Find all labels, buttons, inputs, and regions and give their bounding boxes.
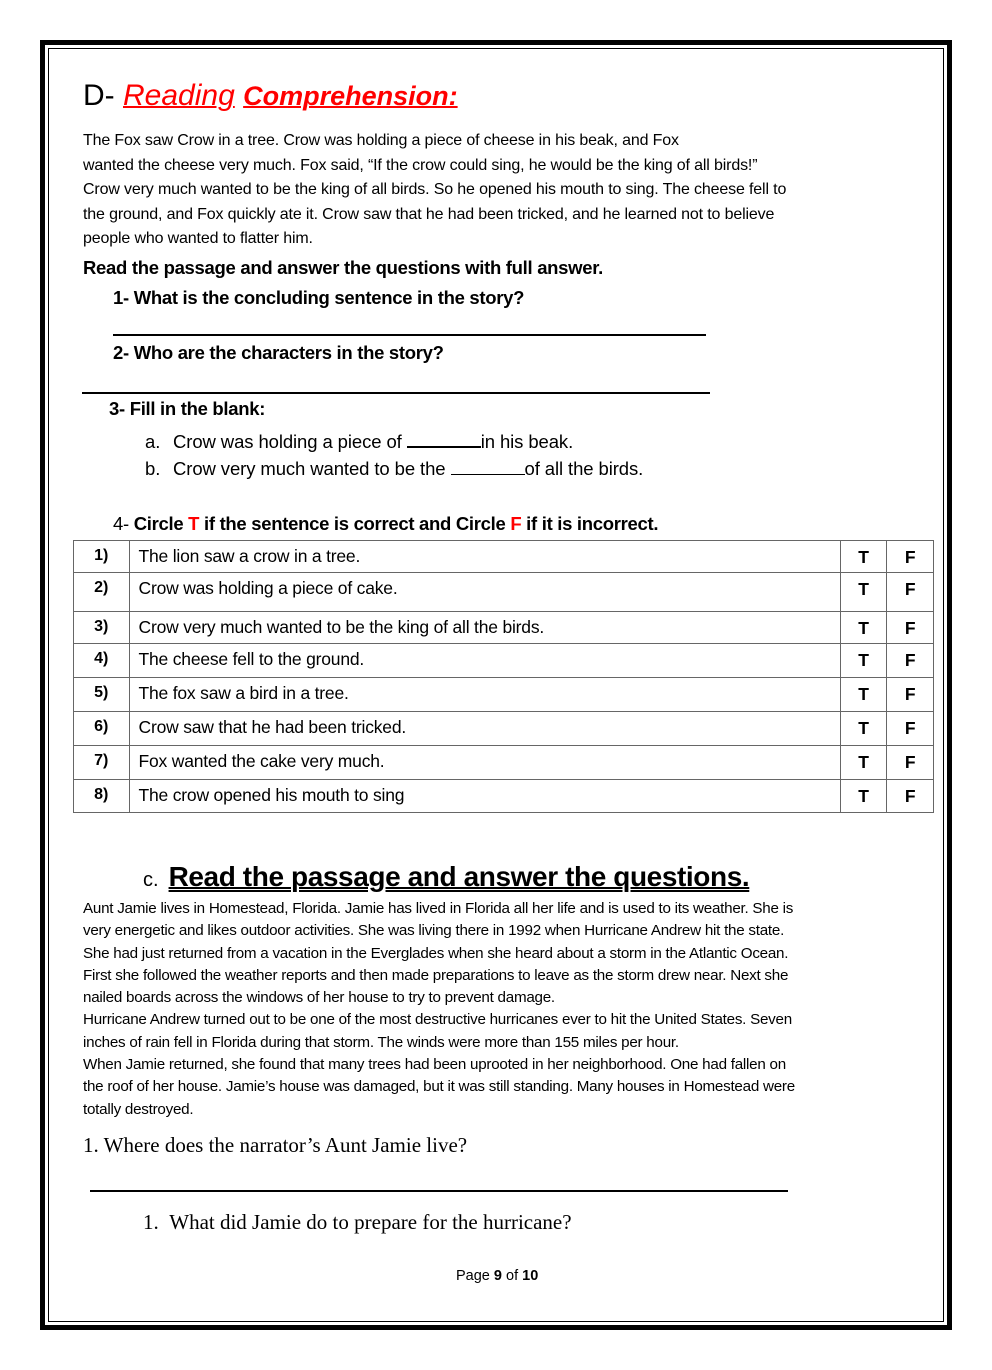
true-option[interactable]: T [840, 573, 887, 612]
table-row [74, 712, 934, 746]
page-footer [456, 1268, 538, 1284]
row-number: 3) [74, 612, 130, 644]
fill-blank-b[interactable] [451, 456, 525, 475]
fill-item-before: Crow very much wanted to be the [173, 458, 451, 479]
row-statement: Fox wanted the cake very much. [129, 746, 840, 780]
section-d-title [83, 78, 458, 114]
fill-item-b [145, 456, 643, 480]
row-statement: The cheese fell to the ground. [129, 644, 840, 678]
passage-line: very energetic and likes outdoor activities. She was living there in 1992 when Hurricane Andrew hit the state. [83, 922, 785, 940]
table-row [74, 541, 934, 573]
row-number: 4) [74, 644, 130, 678]
section-d-title-word1: Reading [123, 79, 235, 112]
true-option[interactable]: T [840, 612, 887, 644]
passage-line: The Fox saw Crow in a tree. Crow was holding a piece of cheese in his beak, and Fox [83, 132, 679, 149]
passage-line: Hurricane Andrew turned out to be one of the most destructive hurricanes ever to hit the United States. Seven [83, 1011, 792, 1029]
true-option[interactable]: T [840, 541, 887, 573]
passage-line: totally destroyed. [83, 1100, 194, 1118]
row-statement: Crow saw that he had been tricked. [129, 712, 840, 746]
current-page: 9 [493, 1268, 502, 1284]
row-number: 2) [74, 573, 130, 612]
answer-line-c-q1[interactable] [90, 1190, 788, 1192]
answer-line-q1[interactable] [113, 334, 706, 336]
true-false-table [73, 540, 934, 813]
table-row [74, 678, 934, 712]
q4-part2: if the sentence is correct and Circle [199, 513, 511, 534]
passage-line: nailed boards across the windows of her house to try to prevent damage. [83, 989, 555, 1007]
fill-item-a [145, 428, 573, 453]
question-marker: 1. [143, 1210, 159, 1234]
page-word: Page [456, 1268, 490, 1284]
table-row [74, 612, 934, 644]
false-option[interactable]: F [887, 712, 934, 746]
passage-line: She had just returned from a vacation in the Everglades when she heard about a storm in the Atlantic Ocean. [83, 944, 789, 962]
passage-line: wanted the cheese very much. Fox said, “If the crow could sing, he would be the king of all birds!” [83, 156, 758, 174]
row-statement: The fox saw a bird in a tree. [129, 678, 840, 712]
section-c-title: Read the passage and answer the questions. [168, 861, 750, 892]
passage-line: inches of rain fell in Florida during that storm. The winds were more than 155 miles per hour. [83, 1033, 679, 1051]
q4-prefix: 4- [113, 513, 134, 534]
table-row [74, 746, 934, 780]
row-number: 1) [74, 541, 130, 573]
passage-line: the roof of her house. Jamie’s house was damaged, but it was still standing. Many houses in Homestead were [83, 1078, 795, 1096]
section-c-question-2 [143, 1210, 572, 1235]
hurricane-passage [83, 898, 923, 1121]
table-row [74, 573, 934, 612]
true-option[interactable]: T [840, 712, 887, 746]
false-option[interactable]: F [887, 612, 934, 644]
table-row [74, 644, 934, 678]
answer-line-q2[interactable] [82, 392, 710, 394]
passage-line: Crow very much wanted to be the king of all birds. So he opened his mouth to sing. The cheese fell to [83, 181, 787, 198]
question-1: 1- What is the concluding sentence in the story? [113, 287, 525, 308]
of-word: of [506, 1268, 519, 1284]
false-option[interactable]: F [887, 746, 934, 780]
row-statement: The crow opened his mouth to sing [129, 780, 840, 813]
q4-t-marker: T [188, 513, 200, 534]
passage-line: the ground, and Fox quickly ate it. Crow saw that he had been tricked, and he learned not to believe [83, 205, 775, 223]
section-d-prefix: D- [83, 79, 115, 112]
question-text: What did Jamie do to prepare for the hurricane? [169, 1210, 572, 1234]
total-pages: 10 [522, 1268, 539, 1284]
false-option[interactable]: F [887, 644, 934, 678]
passage-line: When Jamie returned, she found that many trees had been uprooted in her neighborhood. One had fallen on [83, 1056, 786, 1074]
row-statement: The lion saw a crow in a tree. [129, 541, 840, 573]
fill-item-marker: a. [145, 431, 161, 452]
row-number: 7) [74, 746, 130, 780]
question-2: 2- Who are the characters in the story? [113, 342, 444, 363]
q4-f-marker: F [510, 513, 522, 534]
true-option[interactable]: T [840, 746, 887, 780]
q4-part1: Circle [133, 513, 189, 534]
fox-crow-passage [83, 129, 923, 252]
row-number: 5) [74, 678, 130, 712]
fill-item-marker: b. [145, 458, 161, 479]
false-option[interactable]: F [887, 573, 934, 612]
section-c-question-1: 1. Where does the narrator’s Aunt Jamie live? [83, 1133, 468, 1157]
section-c-label: c. [143, 869, 159, 891]
section-c-heading [143, 860, 749, 897]
instruction-text: Read the passage and answer the questions with full answer. [83, 257, 603, 278]
false-option[interactable]: F [887, 780, 934, 813]
row-statement: Crow very much wanted to be the king of all the birds. [129, 612, 840, 644]
question-3: 3- Fill in the blank: [109, 398, 266, 419]
passage-line: people who wanted to flatter him. [83, 230, 313, 247]
table-row [74, 780, 934, 813]
row-number: 6) [74, 712, 130, 746]
row-statement: Crow was holding a piece of cake. [129, 573, 840, 612]
true-option[interactable]: T [840, 644, 887, 678]
fill-item-after: in his beak. [480, 431, 574, 452]
row-number: 8) [74, 780, 130, 813]
section-d-title-word2: Comprehension: [243, 81, 458, 111]
false-option[interactable]: F [887, 678, 934, 712]
true-option[interactable]: T [840, 678, 887, 712]
false-option[interactable]: F [887, 541, 934, 573]
passage-line: First she followed the weather reports and then made preparations to leave as the storm drew near. Next she [83, 966, 789, 984]
fill-blank-a[interactable] [407, 428, 481, 448]
question-4 [113, 513, 658, 535]
passage-line: Aunt Jamie lives in Homestead, Florida. Jamie has lived in Florida all her life and is used to its weather. She is [83, 900, 794, 917]
fill-item-after: of all the birds. [524, 458, 644, 479]
fill-item-before: Crow was holding a piece of [173, 431, 407, 452]
true-option[interactable]: T [840, 780, 887, 813]
q4-part3: if it is incorrect. [521, 513, 659, 534]
